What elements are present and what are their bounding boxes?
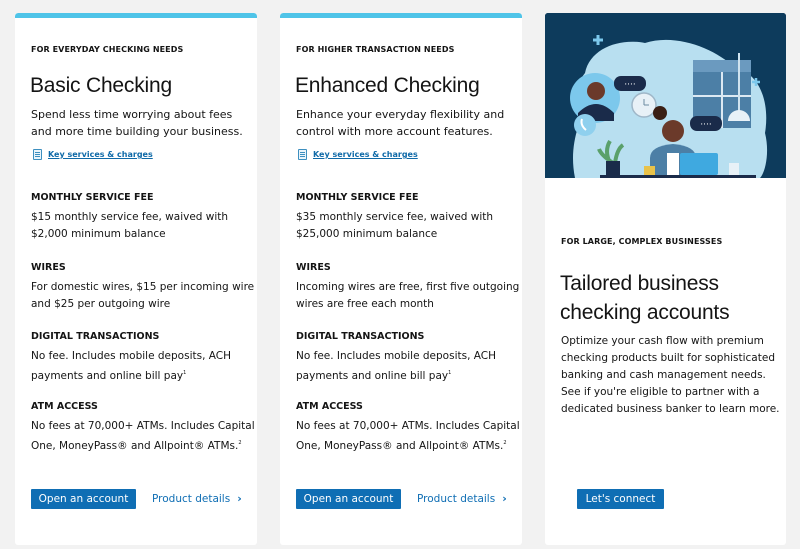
chevron-right-icon: › bbox=[237, 492, 242, 505]
card-eyebrow: FOR EVERYDAY CHECKING NEEDS bbox=[31, 45, 184, 54]
svg-text:····: ···· bbox=[700, 120, 712, 130]
document-icon bbox=[298, 149, 307, 160]
digital-text: No fee. Includes mobile deposits, ACH payments and online bill pay bbox=[31, 350, 231, 382]
key-services-link[interactable] bbox=[33, 149, 153, 160]
card-title: Basic Checking bbox=[30, 74, 172, 97]
atm-text: No fees at 70,000+ ATMs. Includes Capital One, MoneyPass® and Allpoint® ATMs. bbox=[296, 420, 520, 452]
footnote-marker[interactable]: 1 bbox=[448, 370, 452, 376]
business-banker-illustration bbox=[545, 13, 786, 178]
footnote-marker[interactable]: 2 bbox=[503, 440, 507, 446]
section-body-monthly-fee: $35 monthly service fee, waived with $25,000 minimum balance bbox=[296, 211, 494, 240]
accent-bar bbox=[280, 13, 522, 18]
key-services-label[interactable]: Key services & charges bbox=[313, 150, 418, 159]
section-body-wires: Incoming wires are free, first five outgoing wires are free each month bbox=[296, 281, 520, 310]
section-label-monthly-fee: MONTHLY SERVICE FEE bbox=[296, 192, 419, 203]
card-description: Spend less time worrying about fees and more time building your business. bbox=[31, 108, 243, 138]
section-body-atm bbox=[31, 418, 255, 455]
open-account-button[interactable]: Open an account bbox=[296, 489, 401, 509]
section-label-digital: DIGITAL TRANSACTIONS bbox=[31, 331, 160, 342]
section-label-monthly-fee: MONTHLY SERVICE FEE bbox=[31, 192, 154, 203]
card-title: Enhanced Checking bbox=[295, 74, 480, 97]
lets-connect-button[interactable]: Let's connect bbox=[577, 489, 664, 509]
card-eyebrow: FOR HIGHER TRANSACTION NEEDS bbox=[296, 45, 455, 54]
key-services-link[interactable] bbox=[298, 149, 418, 160]
enhanced-checking-card bbox=[280, 13, 522, 545]
accent-bar bbox=[15, 13, 257, 18]
section-label-wires: WIRES bbox=[296, 262, 331, 273]
product-details-label[interactable]: Product details bbox=[152, 492, 231, 505]
tailored-business-card bbox=[545, 13, 786, 545]
key-services-label[interactable]: Key services & charges bbox=[48, 150, 153, 159]
document-icon bbox=[33, 149, 42, 160]
card-description: Optimize your cash flow with premium checking products built for sophisticated banking and cash management needs. See if you're eligible to partner with a dedicated business banker to learn more. bbox=[561, 335, 780, 415]
section-label-atm: ATM ACCESS bbox=[31, 401, 98, 412]
chevron-right-icon: › bbox=[502, 492, 507, 505]
basic-checking-card bbox=[15, 13, 257, 545]
section-body-atm bbox=[296, 418, 520, 455]
card-eyebrow: FOR LARGE, COMPLEX BUSINESSES bbox=[561, 237, 723, 246]
digital-text: No fee. Includes mobile deposits, ACH payments and online bill pay bbox=[296, 350, 496, 382]
section-label-digital: DIGITAL TRANSACTIONS bbox=[296, 331, 425, 342]
card-title-line-2: checking accounts bbox=[560, 301, 730, 324]
footnote-marker[interactable]: 2 bbox=[238, 440, 242, 446]
footnote-marker[interactable]: 1 bbox=[183, 370, 187, 376]
product-details-label[interactable]: Product details bbox=[417, 492, 496, 505]
section-body-monthly-fee: $15 monthly service fee, waived with $2,000 minimum balance bbox=[31, 211, 229, 240]
svg-text:····: ···· bbox=[624, 80, 636, 90]
section-label-wires: WIRES bbox=[31, 262, 66, 273]
atm-text: No fees at 70,000+ ATMs. Includes Capital One, MoneyPass® and Allpoint® ATMs. bbox=[31, 420, 255, 452]
product-details-link[interactable] bbox=[417, 492, 507, 505]
open-account-button[interactable]: Open an account bbox=[31, 489, 136, 509]
card-title-line-1: Tailored business bbox=[560, 272, 719, 295]
card-description: Enhance your everyday flexibility and control with more account features. bbox=[296, 108, 505, 138]
section-body-digital bbox=[31, 348, 255, 385]
section-label-atm: ATM ACCESS bbox=[296, 401, 363, 412]
product-details-link[interactable] bbox=[152, 492, 242, 505]
section-body-wires: For domestic wires, $15 per incoming wire and $25 per outgoing wire bbox=[31, 281, 255, 310]
section-body-digital bbox=[296, 348, 520, 385]
